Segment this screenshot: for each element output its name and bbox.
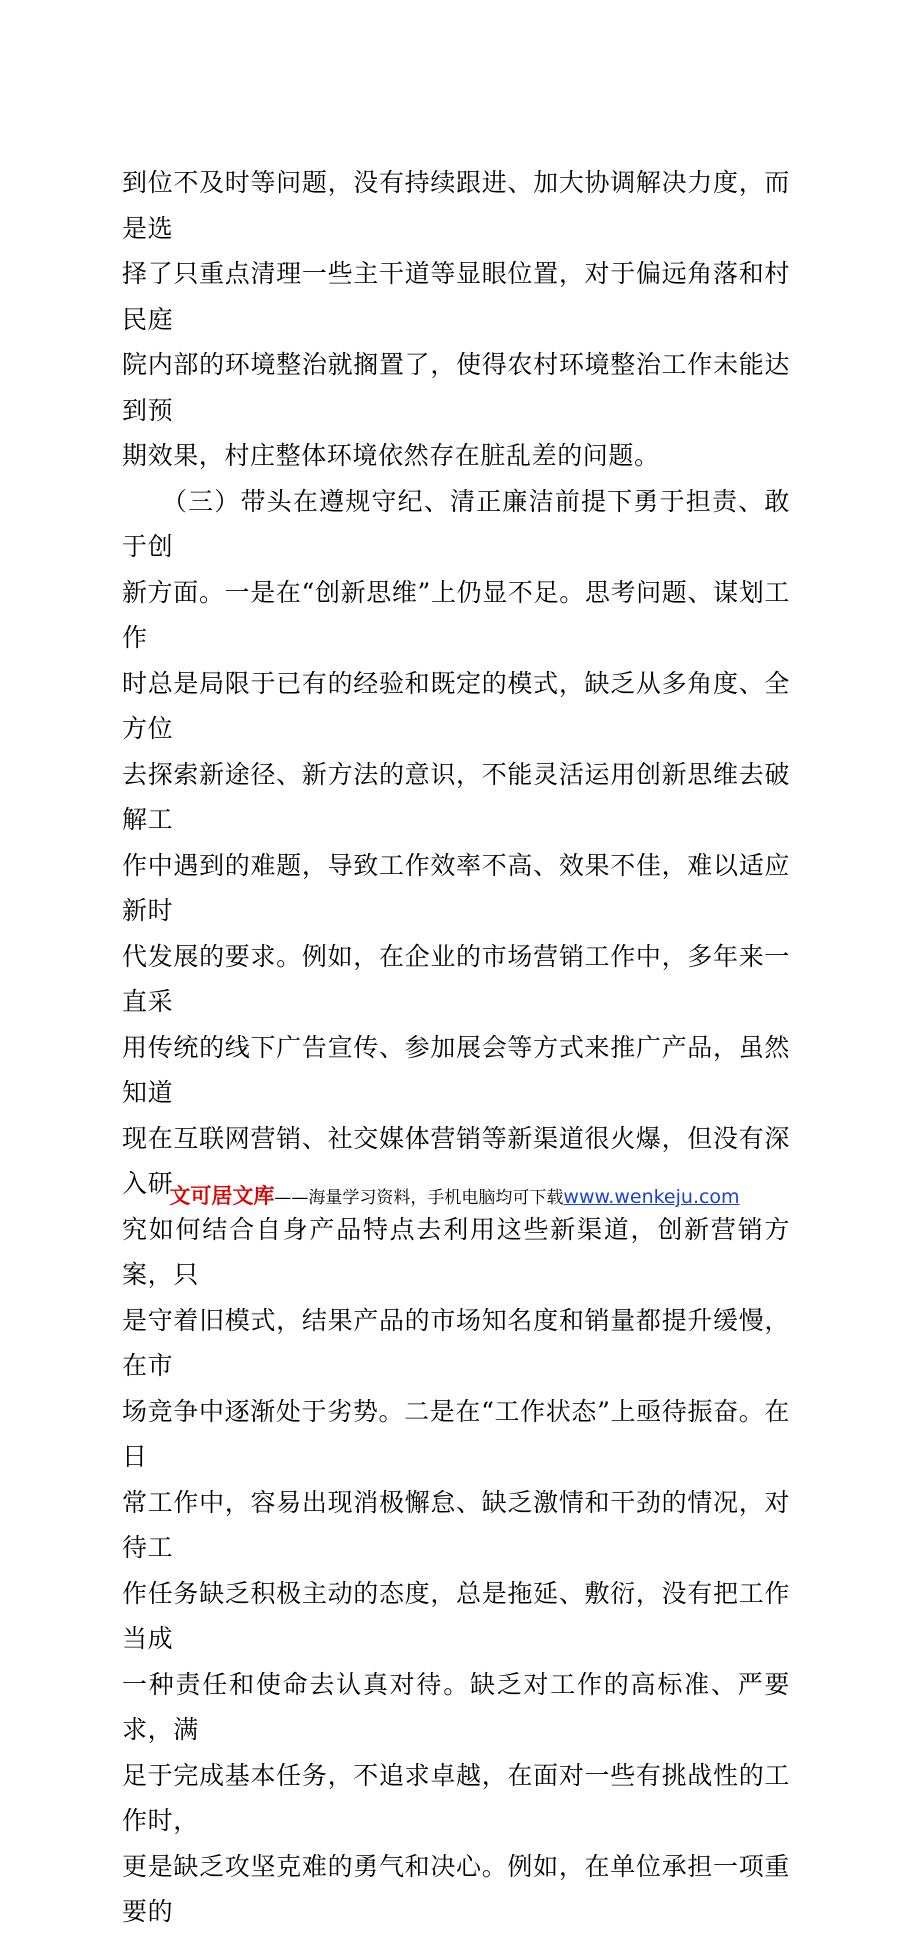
text-line: 一种责任和使命去认真对待。缺乏对工作的高标准、严要求，满 <box>122 1669 790 1744</box>
text-line: 现在互联网营销、社交媒体营销等新渠道很火爆，但没有深入研 <box>122 1123 790 1198</box>
text-line: 常工作中，容易出现消极懈怠、缺乏激情和干劲的情况，对待工 <box>122 1487 790 1562</box>
text-line: 到位不及时等问题，没有持续跟进、加大协调解决力度，而是选 <box>122 168 790 243</box>
footer-tagline: ——海量学习资料，手机电脑均可下载 <box>274 1188 564 1208</box>
text-line: 择了只重点清理一些主干道等显眼位置，对于偏远角落和村民庭 <box>122 259 790 334</box>
text-line: 作任务缺乏积极主动的态度，总是拖延、敷衍，没有把工作当成 <box>122 1578 790 1653</box>
body-text <box>122 160 790 1935</box>
text-line: 作中遇到的难题，导致工作效率不高、效果不佳，难以适应新时 <box>122 850 790 925</box>
text-line: 是守着旧模式，结果产品的市场知名度和销量都提升缓慢，在市 <box>122 1305 790 1380</box>
footer-banner <box>0 1180 909 1210</box>
text-line: 用传统的线下广告宣传、参加展会等方式来推广产品，虽然知道 <box>122 1032 790 1107</box>
text-line: 期效果，村庄整体环境依然存在脏乱差的问题。 <box>122 441 660 470</box>
footer-website-link[interactable]: www.wenkeju.com <box>563 1186 740 1208</box>
text-line: 究如何结合自身产品特点去利用这些新渠道，创新营销方案，只 <box>122 1214 790 1289</box>
text-line: 场竞争中逐渐处于劣势。二是在“工作状态”上亟待振奋。在日 <box>122 1396 790 1471</box>
text-line: 时总是局限于已有的经验和既定的模式，缺乏从多角度、全方位 <box>122 668 790 743</box>
text-line: 足于完成基本任务，不追求卓越，在面对一些有挑战性的工作时， <box>122 1760 790 1835</box>
text-line: 代发展的要求。例如，在企业的市场营销工作中，多年来一直采 <box>122 941 790 1016</box>
text-line: 更是缺乏攻坚克难的勇气和决心。例如，在单位承担一项重要的 <box>122 1851 790 1926</box>
footer-brand: 文可居文库 <box>169 1184 275 1208</box>
text-line: 新方面。一是在“创新思维”上仍显不足。思考问题、谋划工作 <box>122 577 790 652</box>
text-line: 去探索新途径、新方法的意识，不能灵活运用创新思维去破解工 <box>122 759 790 834</box>
section-heading-line: （三）带头在遵规守纪、清正廉洁前提下勇于担责、敢于创 <box>122 486 790 561</box>
text-line: 院内部的环境整治就搁置了，使得农村环境整治工作未能达到预 <box>122 350 790 425</box>
